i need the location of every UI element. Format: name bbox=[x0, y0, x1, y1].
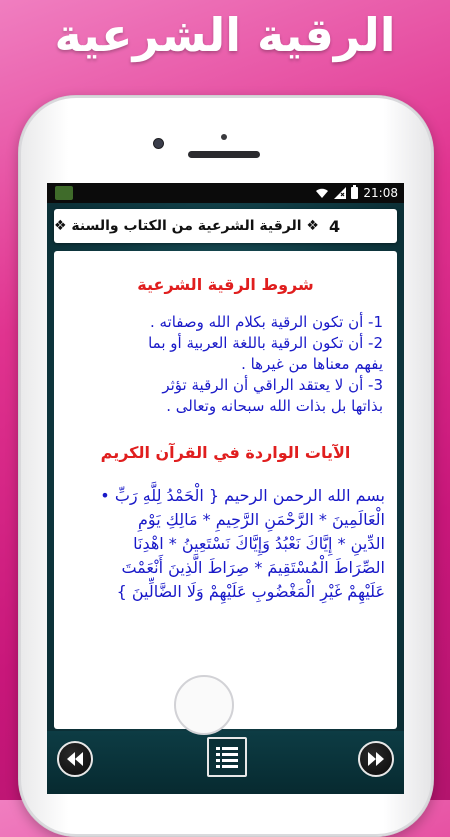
fast-forward-icon bbox=[360, 743, 392, 775]
wifi-icon bbox=[315, 187, 329, 199]
condition-line: 3- أن لا يعتقد الراقي أن الرقية تؤثر bbox=[162, 376, 383, 394]
content-card[interactable] bbox=[54, 251, 397, 729]
bottom-navigation bbox=[47, 731, 404, 794]
quran-line: عَلَيْهِمْ غَيْرِ الْمَغْضُوبِ عَلَيْهِمْ وَلَا الضَّالِّينَ } bbox=[116, 582, 385, 601]
verses-heading: الآيات الواردة في القرآن الكريم bbox=[100, 443, 351, 462]
app-notification-icon bbox=[55, 186, 73, 200]
home-button[interactable] bbox=[174, 675, 234, 735]
quran-line: الْعَالَمِينَ * الرَّحْمَنِ الرَّحِيمِ * مَالِكِ يَوْمِ bbox=[138, 510, 385, 529]
chapter-header bbox=[54, 209, 397, 243]
condition-line: 1- أن تكون الرقية بكلام الله وصفاته . bbox=[149, 313, 383, 331]
quran-line: الصِّرَاطَ الْمُسْتَقِيمَ * صِرَاطَ الَّذِينَ أَنْعَمْتَ bbox=[121, 558, 385, 577]
condition-line: 2- أن تكون الرقية باللغة العربية أو بما bbox=[148, 334, 383, 352]
menu-button[interactable] bbox=[207, 737, 247, 777]
conditions-text bbox=[68, 312, 383, 417]
conditions-heading: شروط الرقية الشرعية bbox=[137, 275, 314, 294]
front-camera bbox=[153, 138, 164, 149]
promo-title: الرقية الشرعية bbox=[54, 8, 396, 62]
quran-line: الدِّينِ * إِيَّاكَ نَعْبُدُ وَإِيَّاكَ نَسْتَعِينُ * اهْدِنَا bbox=[133, 534, 385, 553]
condition-line: يفهم معناها من غيرها . bbox=[241, 355, 383, 373]
condition-line: بذاتها بل بذات الله سبحانه وتعالى . bbox=[166, 397, 383, 415]
front-sensor bbox=[221, 134, 227, 140]
list-icon bbox=[209, 739, 245, 775]
quran-text bbox=[66, 484, 385, 604]
previous-button[interactable] bbox=[57, 741, 93, 777]
earpiece-speaker bbox=[188, 151, 260, 158]
quran-line: بسم الله الرحمن الرحيم { الْحَمْدُ لِلَّهِ رَبِّ • bbox=[100, 486, 385, 505]
no-signal-icon bbox=[334, 187, 346, 199]
chapter-title: ❖ الرقية الشرعية من الكتاب والسنة ❖ bbox=[54, 218, 319, 234]
phone-frame bbox=[18, 95, 434, 837]
status-bar bbox=[47, 183, 404, 203]
battery-icon bbox=[351, 187, 358, 199]
rewind-icon bbox=[59, 743, 91, 775]
status-time: 21:08 bbox=[363, 186, 398, 200]
next-button[interactable] bbox=[358, 741, 394, 777]
chapter-number: 4 bbox=[328, 216, 341, 236]
